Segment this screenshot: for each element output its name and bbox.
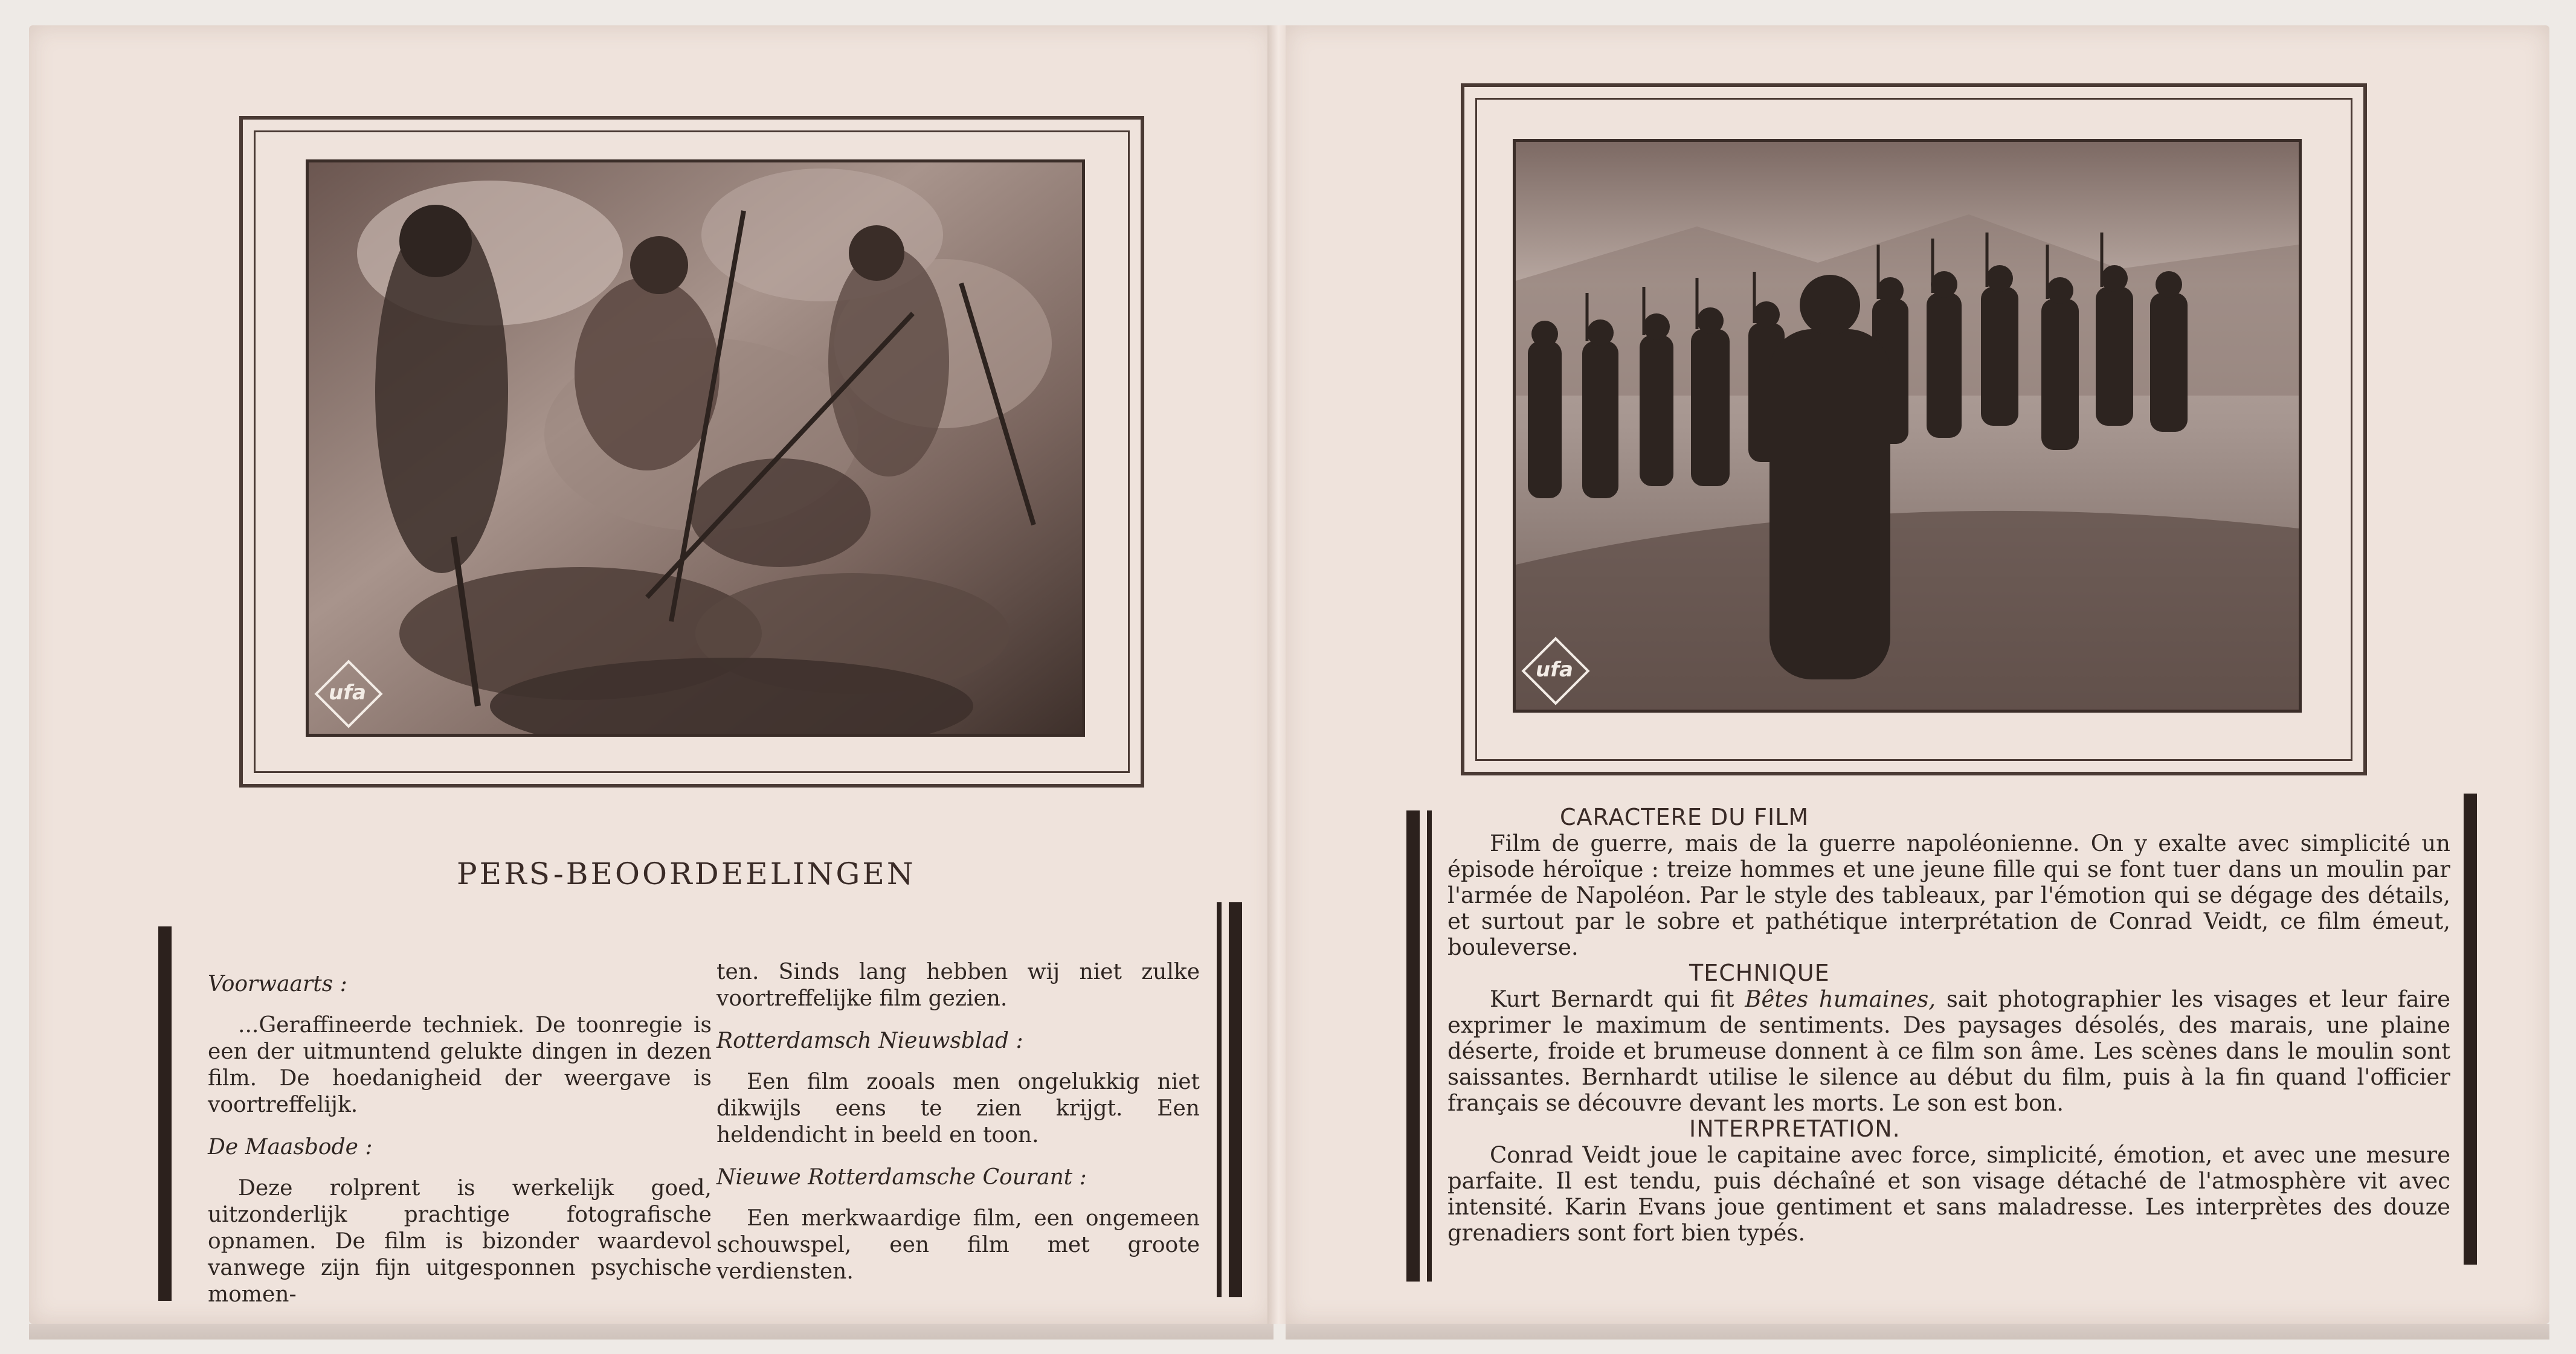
battle-scene-image — [309, 162, 1082, 734]
grenadiers-scene-image — [1516, 142, 2299, 710]
page-heading: PERS-BEOORDEELINGEN — [457, 856, 916, 891]
review-column-2 — [716, 959, 1200, 1285]
section-text-intro: Kurt Bernardt qui fit — [1490, 986, 1745, 1012]
section-text: Film de guerre, mais de la guerre napoléonienne. On y exalte avec simplicité un épisode héroïque : treize hommes et une jeune fille qui se font tuer dans un moulin par l'armée de Napoléon. Par le style des tableaux, par l'émotion qui se dégage des détails, et surtout par le sobre et pathétique interprétation de Conrad Veidt, ce film émeut, bouleverse. — [1447, 830, 2450, 960]
section-text-rest: sait photographier les visages et leur faire exprimer le maximum de sentiments. Des paysages désolés, des marais, une plaine déserte, froide et brumeuse donnent à ce film son âme. Les scènes dans le moulin sont saissantes. Bernhardt utilise le silence au début du film, puis à la fin quand l'officier français se découvre devant les morts. Le son est bon. — [1447, 986, 2450, 1116]
section-text-technique — [1447, 986, 2450, 1116]
ufa-logo — [1523, 638, 1586, 701]
ufa-logo-text: ufa — [1536, 658, 1573, 682]
review-source: Rotterdamsch Nieuwsblad : — [716, 1028, 1023, 1053]
review-text: ...Geraffineerde techniek. De toonregie is een der uitmuntend gelukte dingen in dezen film. De hoedanigheid der weergave is voortreffelijk. — [208, 1013, 712, 1117]
review-text: Een merkwaardige film, een ongemeen schouwspel, een film met groote verdiensten. — [716, 1206, 1200, 1284]
right-column-bar-thin — [1217, 902, 1222, 1297]
booklet-spread — [29, 25, 2549, 1342]
ufa-logo-text: ufa — [329, 681, 366, 705]
film-title-reference: Bêtes humaines, — [1745, 986, 1936, 1012]
section-title: CARACTERE DU FILM — [1560, 804, 1809, 830]
left-text-bar-thin — [1427, 810, 1432, 1282]
left-photo-battle-scene — [306, 159, 1085, 737]
review-text: Een film zooals men ongelukkig niet dikwijls eens te zien krijgt. Een heldendicht in beeld en toon. — [716, 1070, 1200, 1147]
right-photo-grenadiers-scene — [1513, 139, 2302, 713]
ufa-logo — [316, 661, 379, 724]
review-column-1 — [208, 971, 712, 1308]
section-title: INTERPRETATION. — [1689, 1115, 1901, 1142]
review-source: Voorwaarts : — [208, 972, 347, 996]
review-text: ten. Sinds lang hebben wij niet zulke voortreffelijke film gezien. — [716, 960, 1200, 1011]
review-source: De Maasbode : — [208, 1135, 373, 1160]
page-edge — [29, 1324, 1274, 1340]
section-title: TECHNIQUE — [1689, 960, 1830, 986]
right-text-bar — [2464, 794, 2477, 1265]
review-source: Nieuwe Rotterdamsche Courant : — [716, 1165, 1087, 1190]
left-column-bar — [158, 926, 172, 1301]
section-text: Conrad Veidt joue le capitaine avec force, simplicité, émotion, et avec une mesure parfaite. Il est tendu, puis déchaîné et son visage détaché de l'atmosphère vit avec intensité. Karin Evans joue gentiment et sans maladresse. Les interprètes des douze grenadiers sont fort bien typés. — [1447, 1142, 2450, 1246]
right-column-bar-thick — [1229, 902, 1242, 1297]
critique-text-column — [1447, 804, 2450, 1246]
left-text-bar-thick — [1406, 810, 1420, 1282]
right-page — [1286, 25, 2549, 1324]
review-text: Deze rolprent is werkelijk goed, uitzonderlijk prachtige fotografische opnamen. De film is bizonder waardevol vanwege zijn fijn uitgesponnen psychische momen- — [208, 1176, 712, 1307]
left-page — [29, 25, 1274, 1324]
page-edge — [1286, 1324, 2549, 1340]
